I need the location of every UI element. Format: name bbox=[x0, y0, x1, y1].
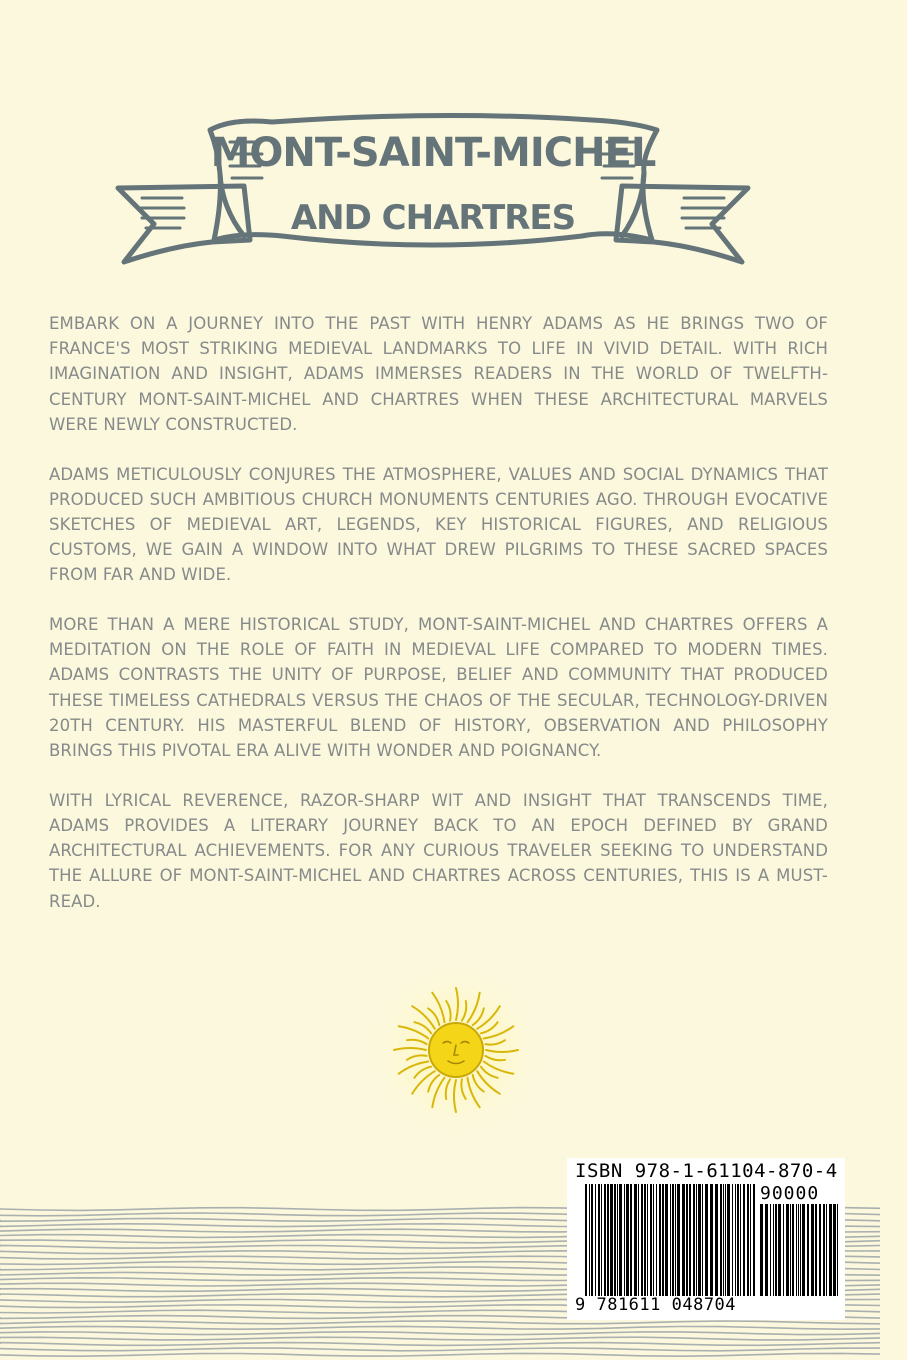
barcode-digits: 9 781611 048704 bbox=[575, 1295, 737, 1315]
blurb-paragraph-1: EMBARK ON A JOURNEY INTO THE PAST WITH HENRY ADAMS AS HE BRINGS TWO OF FRANCE'S MOST STRIKING MEDIEVAL LANDMARKS TO LIFE IN VIVID DETAIL. WITH RICH IMAGINATION AND INSIGHT, ADAMS IMMERSES READERS IN THE WORLD OF TWELFTH-CENTURY MONT-SAINT-MICHEL AND CHARTRES WHEN THESE ARCHITECTURAL MARVELS WERE NEWLY CONSTRUCTED. bbox=[49, 314, 828, 434]
isbn-label: ISBN 978-1-61104-870-4 bbox=[575, 1160, 838, 1182]
book-blurb bbox=[49, 311, 828, 938]
title-banner bbox=[112, 112, 754, 270]
barcode-bars bbox=[585, 1184, 755, 1296]
blurb-paragraph-3: MORE THAN A MERE HISTORICAL STUDY, MONT-SAINT-MICHEL AND CHARTRES OFFERS A MEDITATION ON THE ROLE OF FAITH IN MEDIEVAL LIFE COMPARED TO MODERN TIMES. ADAMS CONTRASTS THE UNITY OF PURPOSE, BELIEF AND COMMUNITY THAT PRODUCED THESE TIMELESS CATHEDRALS VERSUS THE CHAOS OF THE SECULAR, TECHNOLOGY-DRIVEN 20TH CENTURY. HIS MASTERFUL BLEND OF HISTORY, OBSERVATION AND PHILOSOPHY BRINGS THIS PIVOTAL ERA ALIVE WITH WONDER AND POIGNANCY. bbox=[49, 615, 828, 761]
book-title-line1: MONT-SAINT-MICHEL bbox=[210, 130, 656, 176]
sun-illustration bbox=[366, 960, 546, 1140]
blurb-paragraph-4: WITH LYRICAL REVERENCE, RAZOR-SHARP WIT AND INSIGHT THAT TRANSCENDS TIME, ADAMS PROVIDES A LITERARY JOURNEY BACK TO AN EPOCH DEFINED BY GRAND ARCHITECTURAL ACHIEVEMENTS. FOR ANY CURIOUS TRAVELER SEEKING TO UNDERSTAND THE ALLURE OF MONT-SAINT-MICHEL AND CHARTRES ACROSS CENTURIES, THIS IS A MUST-READ. bbox=[49, 790, 828, 911]
sun-face-icon bbox=[366, 960, 546, 1140]
book-title-line2: AND CHARTRES bbox=[290, 198, 576, 238]
barcode-addon-bars bbox=[760, 1204, 838, 1296]
blurb-paragraph-2: ADAMS METICULOUSLY CONJURES THE ATMOSPHERE, VALUES AND SOCIAL DYNAMICS THAT PRODUCED SUCH AMBITIOUS CHURCH MONUMENTS CENTURIES AGO. THROUGH EVOCATIVE SKETCHES OF MEDIEVAL ART, LEGENDS, KEY HISTORICAL FIGURES, AND RELIGIOUS CUSTOMS, WE GAIN A WINDOW INTO WHAT DREW PILGRIMS TO THESE SACRED SPACES FROM FAR AND WIDE. bbox=[49, 464, 828, 585]
price-code: 90000 bbox=[760, 1183, 820, 1204]
isbn-barcode bbox=[567, 1158, 845, 1320]
